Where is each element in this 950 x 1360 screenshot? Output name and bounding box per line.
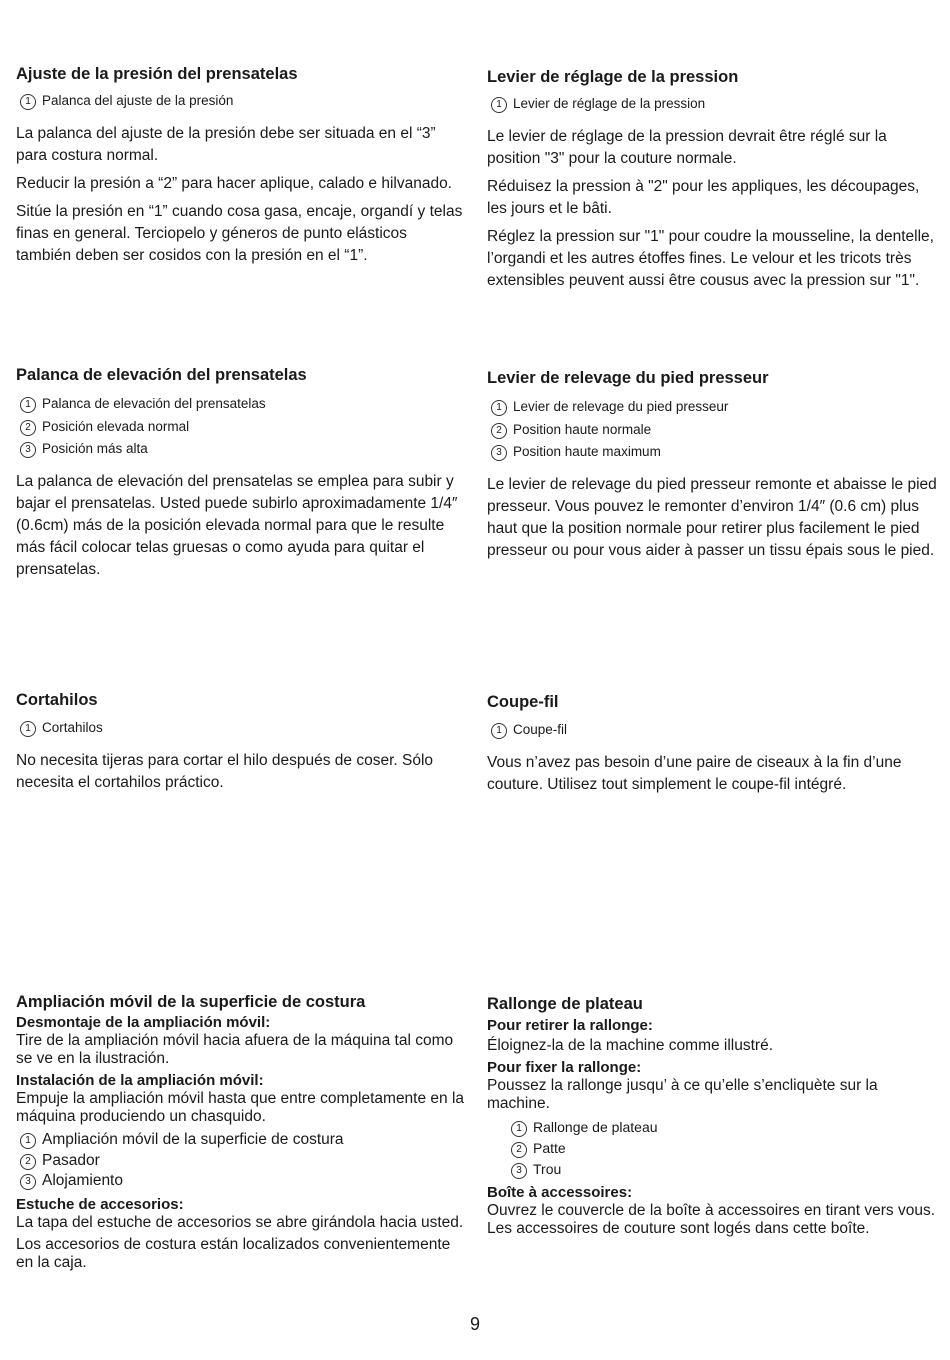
list-item: 1 Palanca de elevación del prensatelas xyxy=(20,393,466,416)
paragraph: La palanca de elevación del prensatelas se emplea para subir y bajar el prensatelas. Usted puede subirlo aproximadamente 1/4″ (0.6cm) más de la posición elevada normal para que le resulte más fácil colocar telas gruesas o como ayuda para quitar el prensatelas. xyxy=(16,472,458,578)
paragraph: La tapa del estuche de accesorios se abre girándola hacia usted. xyxy=(16,1213,464,1231)
paragraph: Poussez la rallonge jusqu’ à ce qu’elle s’encliquète sur la machine. xyxy=(487,1077,878,1112)
section-relevage-pied xyxy=(487,368,937,568)
subheading: Pour retirer la rallonge: xyxy=(487,1017,653,1034)
paragraph: La palanca del ajuste de la presión debe ser situada en el “3” para costura normal. xyxy=(16,124,436,164)
section-title: Palanca de elevación del prensatelas xyxy=(16,366,307,384)
section-title: Coupe-fil xyxy=(487,693,559,711)
list-item: 3 Trou xyxy=(511,1159,937,1180)
list-item: 1 Levier de relevage du pied presseur xyxy=(491,396,937,419)
section-reglage-pression xyxy=(487,67,937,298)
paragraph: Sitúe la presión en “1” cuando cosa gasa, encaje, organdí y telas finas en general. Terciopelo y géneros de punto elásticos también deben ser cosidos con la presión en el “1”. xyxy=(16,202,463,264)
section-title: Ajuste de la presión del prensatelas xyxy=(16,65,298,83)
section-coupe-fil xyxy=(487,692,937,802)
section-title: Levier de relevage du pied presseur xyxy=(487,369,769,387)
paragraph: Empuje la ampliación móvil hasta que entre completamente en la máquina produciendo un chasquido. xyxy=(16,1090,465,1125)
paragraph: No necesita tijeras para cortar el hilo después de coser. Sólo necesita el cortahilos práctico. xyxy=(16,751,434,791)
paragraph: Le levier de réglage de la pression devrait être réglé sur la position "3" pour la couture normale. xyxy=(487,127,887,167)
paragraph: Réduisez la pression à "2" pour les appliques, les découpages, les jours et le bâti. xyxy=(487,177,920,217)
paragraph: Réglez la pression sur "1" pour coudre la mousseline, la dentelle, l’organdi et les autres étoffes fines. Le velour et les tricots très extensibles peuvent aussi être cousus avec la pression sur "1". xyxy=(487,227,934,289)
item-list xyxy=(16,717,466,740)
list-item: 3 Alojamiento xyxy=(20,1171,466,1192)
list-item: 3 Posición más alta xyxy=(20,438,466,461)
item-list xyxy=(16,1130,466,1192)
section-title: Cortahilos xyxy=(16,691,98,709)
paragraph: Reducir la presión a “2” para hacer aplique, calado e hilvanado. xyxy=(16,174,452,192)
list-item: 2 Patte xyxy=(511,1138,937,1159)
list-item: 2 Position haute normale xyxy=(491,419,937,442)
list-item: 1 Cortahilos xyxy=(20,717,466,740)
subheading: Pour fixer la rallonge: xyxy=(487,1059,642,1076)
subheading: Desmontaje de la ampliación móvil: xyxy=(16,1014,271,1031)
paragraph: Vous n’avez pas besoin d’une paire de ciseaux à la fin d’une couture. Utilisez tout simplement le coupe-fil intégré. xyxy=(487,753,902,793)
item-list xyxy=(487,719,937,742)
section-title: Levier de réglage de la pression xyxy=(487,68,739,86)
list-item: 2 Posición elevada normal xyxy=(20,416,466,439)
subheading: Boîte à accessoires: xyxy=(487,1184,633,1201)
item-list xyxy=(487,93,937,116)
subheading: Instalación de la ampliación móvil: xyxy=(16,1072,264,1089)
list-item: 1 Palanca del ajuste de la presión xyxy=(20,90,466,113)
page-number: 9 xyxy=(469,1314,480,1334)
section-elevacion-prensatelas xyxy=(16,365,466,587)
list-item: 1 Coupe-fil xyxy=(491,719,937,742)
paragraph: Le levier de relevage du pied presseur remonte et abaisse le pied presseur. Vous pouvez le remonter d’environ 1/4″ (0.6 cm) plus haut que la position normale pour retirer plus facilement le pied presseur ou pour vous aider à passer un tissu épais sous le pied. xyxy=(487,475,937,559)
list-item: 3 Position haute maximum xyxy=(491,441,937,464)
section-title: Rallonge de plateau xyxy=(487,995,643,1013)
item-list xyxy=(16,90,466,113)
section-cortahilos xyxy=(16,690,466,800)
section-presion-prensatelas xyxy=(16,64,466,273)
section-title: Ampliación móvil de la superficie de costura xyxy=(16,993,366,1011)
item-list xyxy=(507,1117,937,1180)
list-item: 1 Rallonge de plateau xyxy=(511,1117,937,1138)
list-item: 2 Pasador xyxy=(20,1151,466,1172)
section-ampliacion-movil xyxy=(16,992,466,1276)
item-list xyxy=(16,393,466,461)
paragraph: Ouvrez le couvercle de la boîte à accessoires en tirant vers vous. Les accessoires de couture sont logés dans cette boîte. xyxy=(487,1202,935,1237)
paragraph: Los accesorios de costura están localizados convenientemente en la caja. xyxy=(16,1235,451,1271)
list-item: 1 Levier de réglage de la pression xyxy=(491,93,937,116)
list-item: 1 Ampliación móvil de la superficie de costura xyxy=(20,1130,466,1151)
paragraph: Éloignez-la de la machine comme illustré. xyxy=(487,1037,774,1054)
item-list xyxy=(487,396,937,464)
paragraph: Tire de la ampliación móvil hacia afuera de la máquina tal como se ve en la ilustración. xyxy=(16,1032,454,1067)
subheading: Estuche de accesorios: xyxy=(16,1195,184,1213)
section-rallonge-plateau xyxy=(487,994,937,1242)
